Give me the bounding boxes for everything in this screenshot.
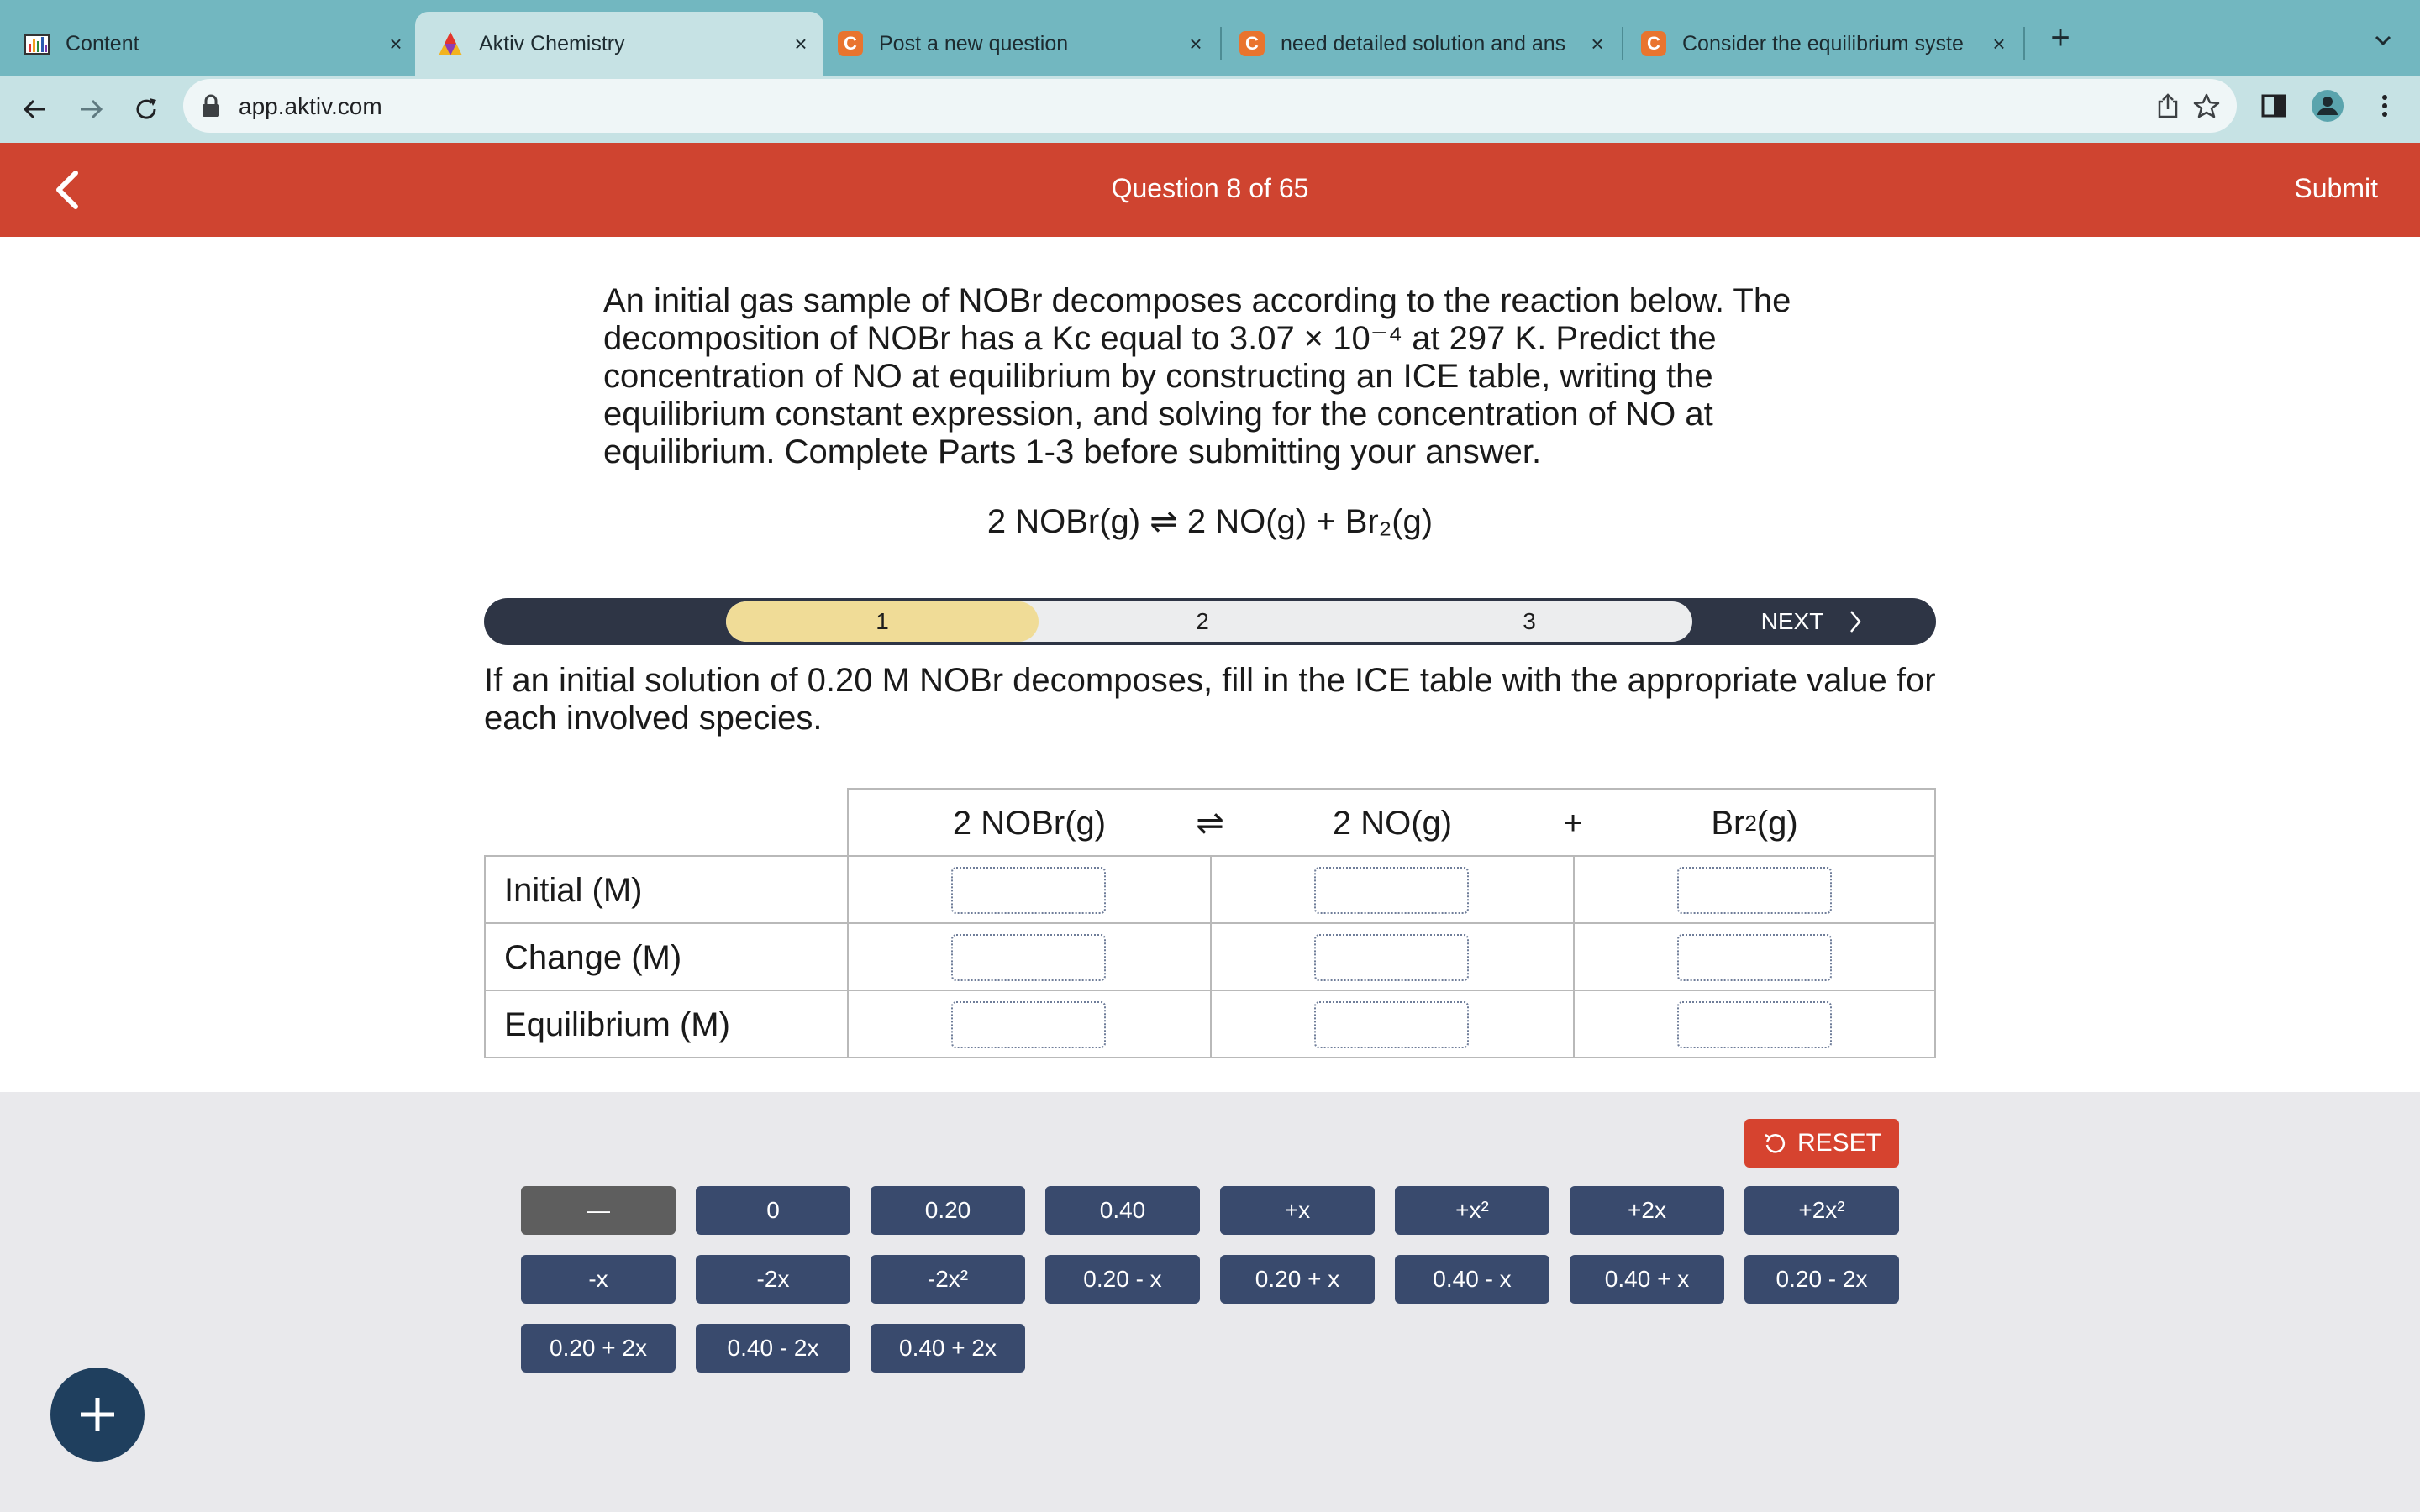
undo-icon (1762, 1130, 1789, 1157)
question-counter: Question 8 of 65 (1111, 173, 1309, 203)
browser-tab-post-question[interactable] (837, 12, 1210, 76)
browser-tab-strip (0, 0, 2420, 76)
ice-initial-br2-input[interactable] (1677, 867, 1832, 914)
table-border (1934, 788, 1936, 1058)
tab-title: Consider the equilibrium syste (1682, 31, 1964, 55)
ice-change-no-input[interactable] (1314, 934, 1469, 981)
ice-header-nobr: 2 NOBr(g) (952, 804, 1107, 842)
app-header (0, 143, 2420, 237)
address-bar[interactable] (183, 79, 2237, 133)
answer-tile[interactable]: +x (1220, 1186, 1375, 1235)
browser-tab-aktiv[interactable] (415, 12, 823, 76)
aktiv-logo-icon (437, 30, 464, 57)
steps-track (726, 601, 1692, 642)
answer-tile-tray (0, 1092, 2420, 1512)
br-base: Br (1711, 804, 1745, 842)
tab-title: Aktiv Chemistry (479, 31, 625, 55)
ice-header-arrow: ⇌ (1196, 805, 1224, 842)
answer-tile[interactable]: 0.20 (871, 1186, 1025, 1235)
back-arrow-icon[interactable] (17, 91, 54, 128)
new-tab-button[interactable]: + (2050, 19, 2070, 56)
next-button[interactable] (1699, 598, 1926, 645)
ice-row-equilibrium: Equilibrium (M) (504, 1005, 730, 1043)
chart-bars-icon (24, 30, 50, 57)
profile-avatar-icon[interactable] (2311, 89, 2344, 123)
ice-initial-no-input[interactable] (1314, 867, 1469, 914)
table-border (1210, 855, 1212, 1058)
plus-icon (76, 1393, 119, 1436)
ice-equilibrium-no-input[interactable] (1314, 1001, 1469, 1048)
table-border (1573, 855, 1575, 1058)
tab-separator (1622, 27, 1623, 60)
tab-close-icon[interactable]: × (794, 30, 808, 56)
answer-tile[interactable]: 0.40 + x (1570, 1255, 1724, 1304)
browser-tab-content[interactable] (24, 12, 410, 76)
step-navigation (484, 598, 1936, 645)
answer-tile[interactable]: -2x (696, 1255, 850, 1304)
table-border (484, 855, 486, 1058)
ice-header-br2 (1575, 790, 1934, 857)
answer-tile[interactable]: 0.20 - x (1045, 1255, 1200, 1304)
part-instruction: If an initial solution of 0.20 M NOBr decomposes, fill in the ICE table with the appropriate value for each involved species. (484, 662, 1936, 737)
answer-tile[interactable]: 0.20 - 2x (1744, 1255, 1899, 1304)
answer-tile[interactable]: 0.40 - x (1395, 1255, 1549, 1304)
tab-title: Content (66, 31, 139, 55)
reset-label: RESET (1797, 1129, 1882, 1157)
br-phase: (g) (1756, 804, 1798, 842)
next-label: NEXT (1760, 608, 1824, 634)
tab-close-icon[interactable]: × (1591, 30, 1604, 56)
side-panel-icon[interactable] (2257, 89, 2291, 123)
answer-tile[interactable]: -2x² (871, 1255, 1025, 1304)
tab-title: need detailed solution and ans (1281, 31, 1566, 55)
answer-tile[interactable]: 0.40 (1045, 1186, 1200, 1235)
ice-row-change: Change (M) (504, 938, 682, 976)
url-text: app.aktiv.com (239, 93, 382, 119)
reaction-equation: 2 NOBr(g) ⇌ 2 NO(g) + Br₂(g) (986, 503, 1434, 540)
answer-tile[interactable]: 0.20 + x (1220, 1255, 1375, 1304)
step-2[interactable]: 2 (1196, 608, 1209, 634)
answer-tile[interactable]: 0.40 - 2x (696, 1324, 850, 1373)
chegg-c-icon: C (837, 30, 864, 57)
tab-search-chevron-icon[interactable] (2368, 25, 2398, 55)
reload-icon[interactable] (128, 91, 165, 128)
ice-initial-nobr-input[interactable] (951, 867, 1106, 914)
answer-tile[interactable]: +2x (1570, 1186, 1724, 1235)
chevron-right-icon (1847, 608, 1864, 635)
ice-row-initial: Initial (M) (504, 871, 643, 909)
answer-tile[interactable]: 0 (696, 1186, 850, 1235)
chegg-c-icon: C (1239, 30, 1265, 57)
bookmark-star-icon[interactable] (2191, 91, 2222, 121)
browser-tab-equilibrium[interactable] (1640, 12, 2013, 76)
tab-close-icon[interactable]: × (1189, 30, 1202, 56)
br-subscript: 2 (1744, 810, 1757, 836)
answer-tile[interactable]: 0.40 + 2x (871, 1324, 1025, 1373)
tab-close-icon[interactable]: × (1992, 30, 2006, 56)
browser-tab-detailed-solution[interactable] (1239, 12, 1612, 76)
ice-header-no: 2 NO(g) (1332, 804, 1453, 842)
ice-equilibrium-nobr-input[interactable] (951, 1001, 1106, 1048)
tab-separator (1220, 27, 1222, 60)
answer-tile[interactable]: -x (521, 1255, 676, 1304)
ice-change-br2-input[interactable] (1677, 934, 1832, 981)
add-fab-button[interactable] (50, 1368, 145, 1462)
answer-tile[interactable]: +x² (1395, 1186, 1549, 1235)
kebab-menu-icon[interactable] (2368, 89, 2402, 123)
tab-close-icon[interactable]: × (389, 30, 402, 56)
share-icon[interactable] (2153, 91, 2183, 121)
answer-tile-blank[interactable]: — (521, 1186, 676, 1235)
tab-separator (2023, 27, 2025, 60)
tab-title: Post a new question (879, 31, 1069, 55)
step-3[interactable]: 3 (1523, 608, 1536, 634)
forward-arrow-icon[interactable] (72, 91, 109, 128)
step-1[interactable]: 1 (726, 601, 1039, 642)
answer-tile[interactable]: 0.20 + 2x (521, 1324, 676, 1373)
reset-button[interactable] (1744, 1119, 1899, 1168)
question-prompt: An initial gas sample of NOBr decomposes according to the reaction below. The decomposition of NOBr has a Kc equal to 3.07 × 10⁻⁴ at 297 K. Predict the concentration of NO at equilibrium by constructing an ICE table, writing the equilibrium constant expression, and solving for the concentration of NO at equilibrium. Complete Parts 1-3 before submitting your answer. (603, 282, 1791, 470)
ice-equilibrium-br2-input[interactable] (1677, 1001, 1832, 1048)
lock-icon[interactable] (200, 94, 222, 118)
answer-tile[interactable]: +2x² (1744, 1186, 1899, 1235)
submit-button[interactable]: Submit (2294, 173, 2378, 203)
ice-change-nobr-input[interactable] (951, 934, 1106, 981)
ice-header-plus: + (1563, 804, 1583, 842)
chegg-c-icon: C (1640, 30, 1667, 57)
